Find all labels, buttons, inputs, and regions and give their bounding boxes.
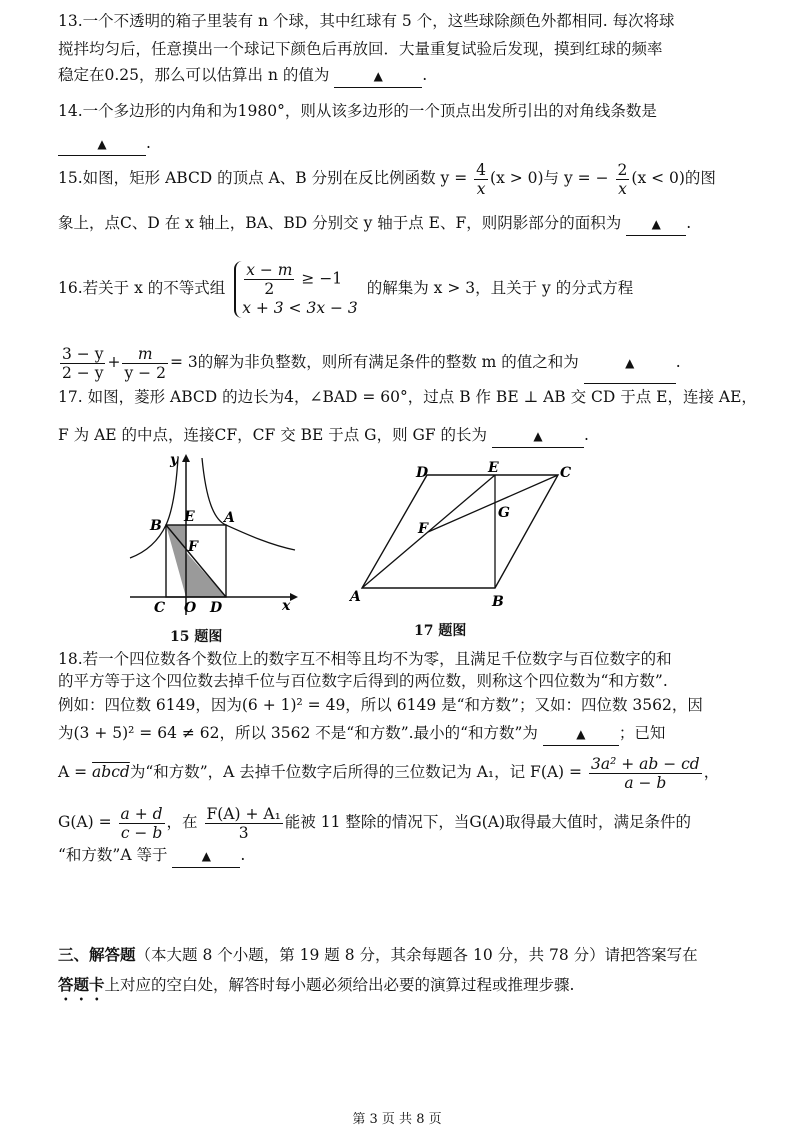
q18-f-fraction bbox=[589, 755, 702, 792]
fraction-numerator: F(A) + A₁ bbox=[206, 804, 281, 823]
figure-15-caption: 15 题图 bbox=[170, 629, 223, 645]
q18-text-5end: ， bbox=[703, 763, 720, 781]
label-c: C bbox=[560, 465, 572, 481]
fraction-denominator: x bbox=[476, 179, 486, 198]
q16-inequality-system bbox=[234, 261, 358, 318]
y-axis-arrow bbox=[182, 454, 190, 462]
q16-eq-fraction-2 bbox=[122, 345, 167, 382]
q18-line4 bbox=[58, 722, 665, 746]
q15-text-a: 15.如图，矩形 ABCD 的顶点 A、B 分别在反比例函数 y = bbox=[58, 169, 468, 187]
rhombus-abcd bbox=[362, 475, 558, 588]
q15-fraction-1 bbox=[474, 161, 488, 198]
q14-line1: 14.一个多边形的内角和为1980°，则从该多边形的一个顶点出发所引出的对角线条数是 bbox=[58, 102, 657, 120]
label-a: A bbox=[350, 589, 361, 605]
figure-15 bbox=[110, 450, 310, 628]
label-b: B bbox=[492, 594, 504, 610]
section3-line2 bbox=[58, 974, 574, 1004]
q18-text-4b: ；已知 bbox=[618, 724, 666, 742]
q15-line1 bbox=[58, 160, 716, 198]
label-f: F bbox=[418, 521, 428, 537]
hyperbola-left bbox=[130, 458, 178, 558]
figure-17 bbox=[340, 455, 590, 615]
q13-line2: 搅拌均匀后，任意摸出一个球记下颜色后再放回．大量重复试验后发现，摸到红球的频率 bbox=[58, 40, 663, 58]
label-o: O bbox=[184, 600, 197, 616]
segment-cf bbox=[428, 475, 558, 532]
section3-desc2: 上对应的空白处，解答时每小题必须给出必要的演算过程或推理步骤. bbox=[104, 976, 575, 994]
label-y: y bbox=[170, 452, 179, 468]
q15-text: 象上，点C、D 在 x 轴上，BA、BD 分别交 y 轴于点 E、F，则阴影部分的面积为 bbox=[58, 214, 622, 232]
q18-answer-blank-1 bbox=[543, 722, 619, 746]
q17-line1: 17. 如图，菱形 ABCD 的边长为4，∠BAD = 60°，过点 B 作 BE ⊥ AB 交 CD 于点 E，连接 AE， bbox=[58, 388, 757, 406]
label-a: A bbox=[224, 510, 235, 526]
fraction-numerator: 3a² + ab − cd bbox=[590, 754, 700, 773]
q18-g-fraction bbox=[119, 805, 165, 842]
blank-marker: ▲ bbox=[201, 849, 212, 863]
q16-line2 bbox=[58, 342, 681, 384]
label-c: C bbox=[154, 600, 166, 616]
q15-answer-blank bbox=[626, 212, 686, 236]
q18-text-6a: G(A) = bbox=[58, 813, 112, 831]
q15-fraction-2 bbox=[616, 161, 630, 198]
q18-abcd: abcd bbox=[92, 763, 130, 781]
q16-intro: 16.若关于 x 的不等式组 bbox=[58, 279, 226, 297]
q18-line1: 18.若一个四位数各个数位上的数字互不相等且均不为零，且满足千位数字与百位数字的和 bbox=[58, 650, 672, 668]
q15-text-c: (x < 0)的图 bbox=[631, 169, 716, 187]
blank-marker: ▲ bbox=[625, 356, 635, 370]
section3-desc: （本大题 8 个小题，第 19 题 8 分，其余每题各 10 分，共 78 分）请把答案写在 bbox=[135, 946, 698, 964]
label-d: D bbox=[210, 600, 223, 616]
q16-plus: + bbox=[107, 353, 121, 371]
fraction-numerator: x − m bbox=[246, 260, 293, 279]
section3-line1 bbox=[58, 944, 698, 966]
fraction-numerator: 3 − y bbox=[62, 344, 104, 363]
q15-text-b: (x > 0)与 y = − bbox=[490, 169, 609, 187]
label-g: G bbox=[498, 505, 510, 521]
label-b: B bbox=[150, 518, 162, 534]
q18-line6 bbox=[58, 800, 691, 844]
fraction-denominator: 2 − y bbox=[62, 363, 104, 382]
q16-line1 bbox=[58, 258, 633, 318]
q18-text-4a: 为(3 + 5)² = 64 ≠ 62，所以 3562 不是“和方数”.最小的“和方数”为 bbox=[58, 724, 538, 742]
section3-answer-card: 答题卡 bbox=[58, 975, 105, 994]
q18-line7 bbox=[58, 844, 245, 868]
q18-line5 bbox=[58, 752, 719, 792]
q18-text-5b: 为“和方数”，A 去掉千位数字后所得的三位数记为 A₁，记 F(A) = bbox=[129, 763, 583, 781]
blank-marker: ▲ bbox=[533, 429, 543, 443]
blank-marker: ▲ bbox=[651, 217, 661, 231]
q14-line2 bbox=[58, 132, 151, 156]
q15-line2 bbox=[58, 212, 691, 236]
q18-text-5a: A = bbox=[58, 763, 88, 781]
x-axis-arrow bbox=[290, 593, 298, 601]
q18-text-7: “和方数”A 等于 bbox=[58, 846, 168, 864]
fraction-denominator: c − b bbox=[120, 823, 163, 842]
q16-after: 的解集为 x > 3，且关于 y 的分式方程 bbox=[366, 279, 634, 297]
q16-answer-blank bbox=[584, 342, 676, 384]
fraction-denominator: 3 bbox=[238, 823, 249, 842]
fraction-numerator: m bbox=[122, 345, 167, 364]
fraction-numerator: a + d bbox=[120, 804, 163, 823]
q14-end: . bbox=[146, 134, 151, 152]
q16-eq-fraction-1 bbox=[60, 345, 105, 382]
page-footer: 第 3 页 共 8 页 bbox=[352, 1112, 442, 1127]
fraction-denominator: y − 2 bbox=[124, 363, 166, 382]
q13-line1: 13.一个不透明的箱子里装有 n 个球，其中红球有 5 个，这些球除颜色外都相同. 每次将球 bbox=[58, 12, 675, 30]
section3-title: 三、解答题 bbox=[58, 945, 136, 964]
fraction-numerator: 4 bbox=[476, 160, 487, 179]
q18-text-6b: ，在 bbox=[166, 813, 198, 831]
fraction-denominator: x bbox=[618, 179, 627, 198]
q18-answer-blank-2 bbox=[172, 844, 240, 868]
q16-end: . bbox=[675, 353, 681, 371]
q18-end: . bbox=[240, 846, 246, 864]
blank-marker: ▲ bbox=[373, 69, 383, 83]
q17-end: . bbox=[584, 426, 589, 444]
label-d: D bbox=[416, 465, 429, 481]
q16-relation: ≥ −1 bbox=[301, 269, 343, 287]
q13-text: 稳定在0.25，那么可以估算出 n 的值为 bbox=[58, 66, 330, 84]
q16-inequality-1 bbox=[242, 261, 358, 298]
q18-text-6c: 能被 11 整除的情况下，当G(A)取得最大值时，满足条件的 bbox=[284, 813, 692, 831]
blank-marker: ▲ bbox=[97, 137, 107, 151]
q18-h-fraction bbox=[205, 805, 283, 842]
fraction-denominator: 2 bbox=[264, 279, 275, 298]
q18-line3: 例如：四位数 6149，因为(6 + 1)² = 49，所以 6149 是“和方数”；又如：四位数 3562，因 bbox=[58, 696, 703, 714]
q16-eq-text: = 3的解为非负整数，则所有满足条件的整数 m 的值之和为 bbox=[169, 353, 579, 371]
q16-inequality-2: x + 3 < 3x − 3 bbox=[242, 298, 358, 317]
q15-end: . bbox=[686, 214, 692, 232]
q16-fraction bbox=[244, 261, 294, 298]
q13-answer-blank bbox=[334, 64, 422, 88]
fraction-denominator: a − b bbox=[624, 773, 667, 792]
q13-line3 bbox=[58, 64, 427, 88]
q17-line2 bbox=[58, 424, 589, 448]
q17-text: F 为 AE 的中点，连接CF，CF 交 BE 于点 G，则 GF 的长为 bbox=[58, 426, 488, 444]
fraction-numerator: 2 bbox=[617, 160, 628, 179]
q17-answer-blank bbox=[492, 424, 584, 448]
label-x: x bbox=[282, 598, 291, 614]
q13-end: . bbox=[422, 66, 428, 84]
label-e: E bbox=[488, 460, 499, 476]
q14-answer-blank bbox=[58, 132, 146, 156]
label-e: E bbox=[184, 509, 195, 525]
q18-line2: 的平方等于这个四位数去掉千位与百位数字后得到的两位数，则称这个四位数为“和方数”. bbox=[58, 672, 668, 690]
figure-17-caption: 17 题图 bbox=[414, 623, 467, 639]
hyperbola-right bbox=[202, 458, 295, 550]
blank-marker: ▲ bbox=[576, 727, 586, 741]
label-f: F bbox=[188, 539, 198, 555]
